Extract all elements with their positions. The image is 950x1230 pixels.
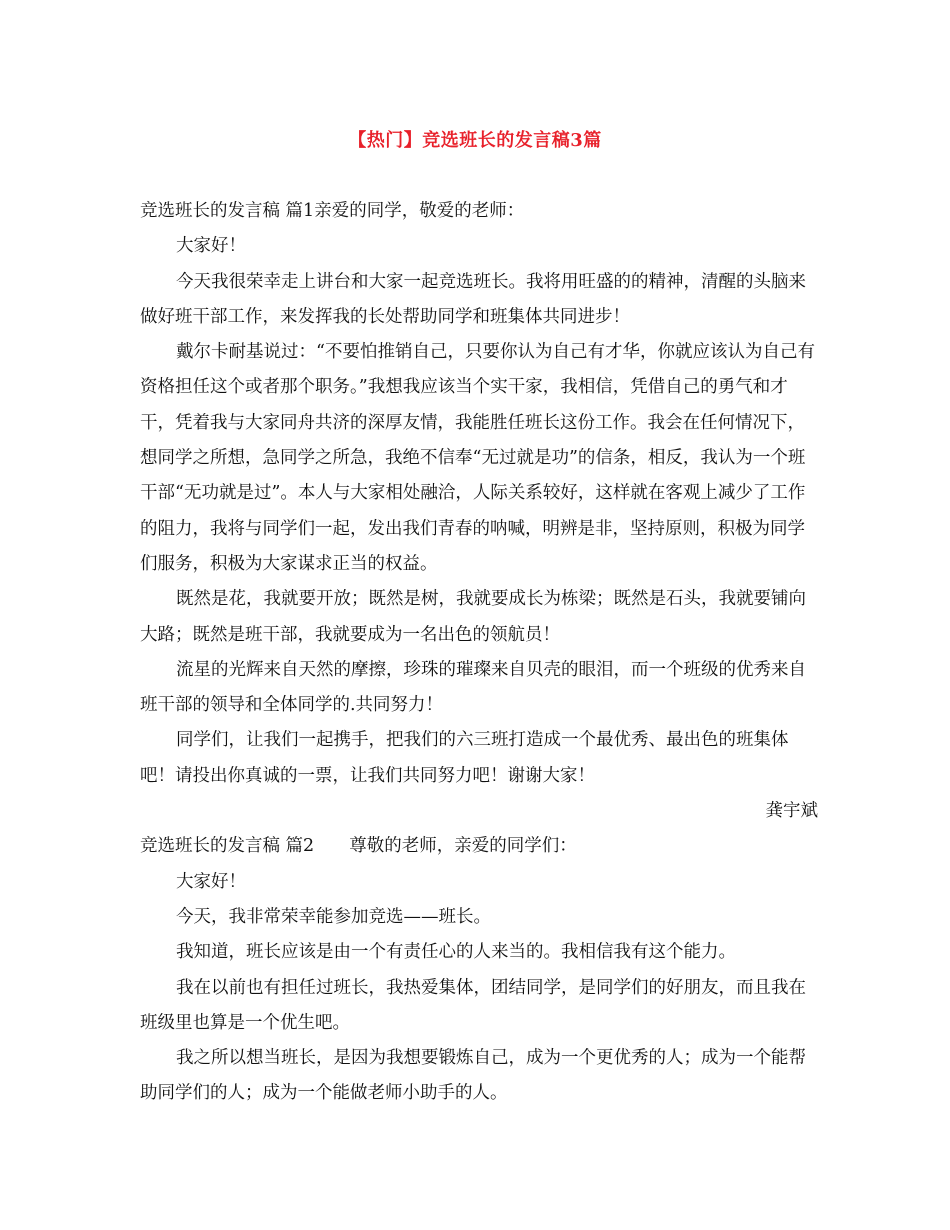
paragraph: 同学们，让我们一起携手，把我们的六三班打造成一个最优秀、最出色的班集体吧！请投出你真诚的一票，让我们共同努力吧！谢谢大家！: [140, 730, 789, 786]
paragraph: 戴尔卡耐基说过：“不要怕推销自己，只要你认为自己有才华，你就应该认为自己有资格担任这个或者那个职务。”我想我应该当个实干家，我相信，凭借自己的勇气和才干，凭着我与大家同舟共济的深厚友情，我能胜任班长这份工作。我会在任何情况下，想同学之所想，急同学之所急，我绝不信奉“无过就是功”的信条，相反，我认为一个班干部“无功就是过”。本人与大家相处融洽，人际关系较好，这样就在客观上减少了工作的阻力，我将与同学们一起，发出我们青春的呐喊，明辨是非，坚持原则，积极为同学们服务，积极为大家谋求正当的权益。: [140, 342, 815, 574]
paragraph: 我之所以想当班长，是因为我想要锻炼自己，成为一个更优秀的人；成为一个能帮助同学们的人；成为一个能做老师小助手的人。: [140, 1048, 806, 1104]
paragraph: 大家好！: [176, 236, 246, 257]
document-body: [140, 194, 818, 1112]
paragraph: 大家好！: [176, 871, 246, 892]
author-signature: 龚宇斌: [765, 801, 818, 822]
paragraph: 今天我很荣幸走上讲台和大家一起竞选班长。我将用旺盛的的精神，清醒的头脑来做好班干部工作，来发挥我的长处帮助同学和班集体共同进步！: [140, 271, 806, 327]
paragraph: 既然是花，我就要开放；既然是树，我就要成长为栋梁；既然是石头，我就要铺向大路；既然是班干部，我就要成为一名出色的领航员！: [140, 589, 806, 645]
paragraph: 我在以前也有担任过班长，我热爱集体，团结同学，是同学们的好朋友，而且我在班级里也算是一个优生吧。: [140, 977, 806, 1033]
paragraph: 今天，我非常荣幸能参加竞选——班长。: [176, 906, 491, 927]
section-2-heading: 竞选班长的发言稿 篇2 尊敬的老师，亲爱的同学们：: [140, 836, 577, 857]
paragraph: 我知道，班长应该是由一个有责任心的人来当的。我相信我有这个能力。: [176, 942, 736, 963]
document-title: 【热门】竞选班长的发言稿3篇: [348, 130, 602, 151]
section-1-heading: 竞选班长的发言稿 篇1亲爱的同学，敬爱的老师：: [140, 201, 525, 221]
paragraph: 流星的光辉来自天然的摩擦，珍珠的璀璨来自贝壳的眼泪，而一个班级的优秀来自班干部的领导和全体同学的.共同努力！: [140, 659, 806, 716]
